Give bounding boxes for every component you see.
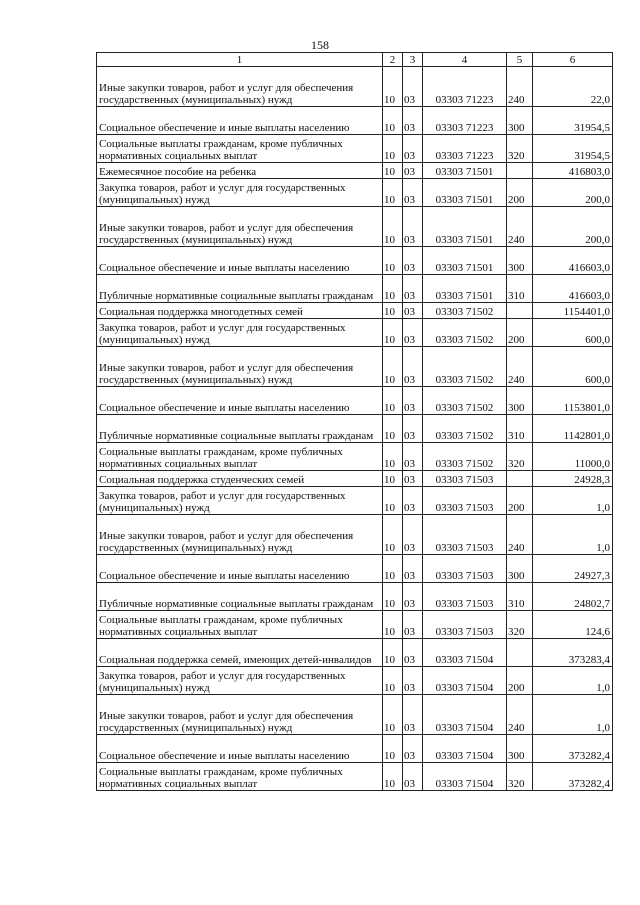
table-row <box>97 387 613 415</box>
subsection-cell: 03 <box>403 735 423 763</box>
header-row <box>97 53 613 67</box>
amount-cell: 31954,5 <box>533 107 613 135</box>
subsection-cell: 03 <box>403 179 423 207</box>
target-article-cell: 03303 71502 <box>423 387 507 415</box>
section-cell: 10 <box>383 415 403 443</box>
amount-cell: 600,0 <box>533 319 613 347</box>
target-article-cell: 03303 71502 <box>423 347 507 387</box>
amount-cell: 24802,7 <box>533 583 613 611</box>
table-row <box>97 347 613 387</box>
target-article-cell: 03303 71503 <box>423 487 507 515</box>
subsection-cell: 03 <box>403 275 423 303</box>
subsection-cell: 03 <box>403 247 423 275</box>
section-cell: 10 <box>383 179 403 207</box>
section-cell: 10 <box>383 207 403 247</box>
target-article-cell: 03303 71503 <box>423 515 507 555</box>
row-name-cell: Социальное обеспечение и иные выплаты населению <box>97 735 383 763</box>
section-cell: 10 <box>383 319 403 347</box>
target-article-cell: 03303 71223 <box>423 135 507 163</box>
amount-cell: 1,0 <box>533 515 613 555</box>
row-name-cell: Социальная поддержка многодетных семей <box>97 303 383 319</box>
amount-cell: 373282,4 <box>533 735 613 763</box>
subsection-cell: 03 <box>403 415 423 443</box>
row-name-cell: Иные закупки товаров, работ и услуг для обеспечения государственных (муниципальных) нужд <box>97 515 383 555</box>
row-name-cell: Иные закупки товаров, работ и услуг для обеспечения государственных (муниципальных) нужд <box>97 347 383 387</box>
amount-cell: 124,6 <box>533 611 613 639</box>
section-cell: 10 <box>383 487 403 515</box>
amount-cell: 11000,0 <box>533 443 613 471</box>
row-name-cell: Публичные нормативные социальные выплаты гражданам <box>97 275 383 303</box>
expense-type-cell: 320 <box>507 443 533 471</box>
amount-cell: 1154401,0 <box>533 303 613 319</box>
amount-cell: 1,0 <box>533 695 613 735</box>
subsection-cell: 03 <box>403 611 423 639</box>
row-name-cell: Иные закупки товаров, работ и услуг для обеспечения государственных (муниципальных) нужд <box>97 695 383 735</box>
target-article-cell: 03303 71504 <box>423 735 507 763</box>
row-name-cell: Социальное обеспечение и иные выплаты населению <box>97 555 383 583</box>
target-article-cell: 03303 71502 <box>423 415 507 443</box>
expense-type-cell: 310 <box>507 275 533 303</box>
row-name-cell: Ежемесячное пособие на ребенка <box>97 163 383 179</box>
expense-type-cell: 320 <box>507 763 533 791</box>
expense-type-cell <box>507 639 533 667</box>
amount-cell: 416603,0 <box>533 275 613 303</box>
row-name-cell: Закупка товаров, работ и услуг для государственных (муниципальных) нужд <box>97 667 383 695</box>
section-cell: 10 <box>383 163 403 179</box>
table-row <box>97 583 613 611</box>
amount-cell: 600,0 <box>533 347 613 387</box>
expense-type-cell: 240 <box>507 347 533 387</box>
target-article-cell: 03303 71502 <box>423 319 507 347</box>
subsection-cell: 03 <box>403 67 423 107</box>
target-article-cell: 03303 71501 <box>423 163 507 179</box>
target-article-cell: 03303 71504 <box>423 695 507 735</box>
subsection-cell: 03 <box>403 695 423 735</box>
target-article-cell: 03303 71503 <box>423 555 507 583</box>
expense-type-cell: 310 <box>507 583 533 611</box>
table-row <box>97 443 613 471</box>
amount-cell: 31954,5 <box>533 135 613 163</box>
section-cell: 10 <box>383 347 403 387</box>
subsection-cell: 03 <box>403 667 423 695</box>
target-article-cell: 03303 71504 <box>423 763 507 791</box>
table-row <box>97 763 613 791</box>
expense-type-cell: 300 <box>507 555 533 583</box>
amount-cell: 200,0 <box>533 179 613 207</box>
subsection-cell: 03 <box>403 471 423 487</box>
row-name-cell: Социальное обеспечение и иные выплаты населению <box>97 247 383 275</box>
subsection-cell: 03 <box>403 347 423 387</box>
amount-cell: 24927,3 <box>533 555 613 583</box>
header-cell: 6 <box>533 53 613 67</box>
table-row <box>97 275 613 303</box>
page-number: 158 <box>311 38 329 52</box>
table-row <box>97 415 613 443</box>
subsection-cell: 03 <box>403 107 423 135</box>
expense-type-cell: 240 <box>507 207 533 247</box>
target-article-cell: 03303 71502 <box>423 443 507 471</box>
target-article-cell: 03303 71501 <box>423 275 507 303</box>
expense-type-cell: 200 <box>507 179 533 207</box>
subsection-cell: 03 <box>403 763 423 791</box>
section-cell: 10 <box>383 303 403 319</box>
target-article-cell: 03303 71501 <box>423 207 507 247</box>
target-article-cell: 03303 71504 <box>423 639 507 667</box>
subsection-cell: 03 <box>403 319 423 347</box>
section-cell: 10 <box>383 135 403 163</box>
expense-type-cell <box>507 471 533 487</box>
amount-cell: 1,0 <box>533 667 613 695</box>
section-cell: 10 <box>383 583 403 611</box>
header-cell: 1 <box>97 53 383 67</box>
amount-cell: 373282,4 <box>533 763 613 791</box>
table-row <box>97 487 613 515</box>
expense-type-cell: 310 <box>507 415 533 443</box>
subsection-cell: 03 <box>403 487 423 515</box>
table-row <box>97 247 613 275</box>
section-cell: 10 <box>383 611 403 639</box>
table-row <box>97 735 613 763</box>
table-row <box>97 695 613 735</box>
subsection-cell: 03 <box>403 515 423 555</box>
table-row <box>97 639 613 667</box>
target-article-cell: 03303 71223 <box>423 107 507 135</box>
target-article-cell: 03303 71223 <box>423 67 507 107</box>
expense-type-cell <box>507 303 533 319</box>
row-name-cell: Социальное обеспечение и иные выплаты населению <box>97 107 383 135</box>
target-article-cell: 03303 71504 <box>423 667 507 695</box>
table-row <box>97 611 613 639</box>
target-article-cell: 03303 71503 <box>423 471 507 487</box>
expense-type-cell: 200 <box>507 487 533 515</box>
section-cell: 10 <box>383 275 403 303</box>
expense-type-cell: 200 <box>507 667 533 695</box>
table-body <box>97 67 613 791</box>
target-article-cell: 03303 71502 <box>423 303 507 319</box>
row-name-cell: Публичные нормативные социальные выплаты гражданам <box>97 583 383 611</box>
subsection-cell: 03 <box>403 135 423 163</box>
table-row <box>97 163 613 179</box>
amount-cell: 373283,4 <box>533 639 613 667</box>
section-cell: 10 <box>383 667 403 695</box>
section-cell: 10 <box>383 247 403 275</box>
amount-cell: 22,0 <box>533 67 613 107</box>
target-article-cell: 03303 71501 <box>423 247 507 275</box>
table-row <box>97 303 613 319</box>
expense-type-cell: 300 <box>507 387 533 415</box>
table-row <box>97 107 613 135</box>
header-cell: 2 <box>383 53 403 67</box>
row-name-cell: Иные закупки товаров, работ и услуг для обеспечения государственных (муниципальных) нужд <box>97 67 383 107</box>
amount-cell: 416803,0 <box>533 163 613 179</box>
table-row <box>97 667 613 695</box>
subsection-cell: 03 <box>403 583 423 611</box>
section-cell: 10 <box>383 443 403 471</box>
subsection-cell: 03 <box>403 555 423 583</box>
row-name-cell: Иные закупки товаров, работ и услуг для обеспечения государственных (муниципальных) нужд <box>97 207 383 247</box>
row-name-cell: Закупка товаров, работ и услуг для государственных (муниципальных) нужд <box>97 487 383 515</box>
section-cell: 10 <box>383 387 403 415</box>
amount-cell: 1,0 <box>533 487 613 515</box>
table-row <box>97 135 613 163</box>
amount-cell: 200,0 <box>533 207 613 247</box>
section-cell: 10 <box>383 639 403 667</box>
amount-cell: 24928,3 <box>533 471 613 487</box>
row-name-cell: Публичные нормативные социальные выплаты гражданам <box>97 415 383 443</box>
expense-type-cell: 300 <box>507 247 533 275</box>
subsection-cell: 03 <box>403 163 423 179</box>
table-row <box>97 207 613 247</box>
section-cell: 10 <box>383 555 403 583</box>
expense-type-cell: 320 <box>507 611 533 639</box>
expense-type-cell: 320 <box>507 135 533 163</box>
header-cell: 4 <box>423 53 507 67</box>
expense-type-cell: 240 <box>507 515 533 555</box>
row-name-cell: Социальные выплаты гражданам, кроме публичных нормативных социальных выплат <box>97 135 383 163</box>
table-row <box>97 179 613 207</box>
row-name-cell: Социальные выплаты гражданам, кроме публичных нормативных социальных выплат <box>97 443 383 471</box>
expense-type-cell: 300 <box>507 735 533 763</box>
row-name-cell: Социальные выплаты гражданам, кроме публичных нормативных социальных выплат <box>97 611 383 639</box>
row-name-cell: Закупка товаров, работ и услуг для государственных (муниципальных) нужд <box>97 319 383 347</box>
subsection-cell: 03 <box>403 387 423 415</box>
amount-cell: 1142801,0 <box>533 415 613 443</box>
section-cell: 10 <box>383 515 403 555</box>
row-name-cell: Социальное обеспечение и иные выплаты населению <box>97 387 383 415</box>
row-name-cell: Социальные выплаты гражданам, кроме публичных нормативных социальных выплат <box>97 763 383 791</box>
row-name-cell: Социальная поддержка студенческих семей <box>97 471 383 487</box>
header-cell: 3 <box>403 53 423 67</box>
expense-type-cell: 240 <box>507 695 533 735</box>
subsection-cell: 03 <box>403 207 423 247</box>
row-name-cell: Социальная поддержка семей, имеющих детей-инвалидов <box>97 639 383 667</box>
amount-cell: 1153801,0 <box>533 387 613 415</box>
target-article-cell: 03303 71503 <box>423 611 507 639</box>
expense-type-cell <box>507 163 533 179</box>
expense-type-cell: 240 <box>507 67 533 107</box>
section-cell: 10 <box>383 735 403 763</box>
table-row <box>97 319 613 347</box>
section-cell: 10 <box>383 695 403 735</box>
expense-type-cell: 200 <box>507 319 533 347</box>
target-article-cell: 03303 71503 <box>423 583 507 611</box>
amount-cell: 416603,0 <box>533 247 613 275</box>
subsection-cell: 03 <box>403 443 423 471</box>
table-row <box>97 67 613 107</box>
table-row <box>97 555 613 583</box>
section-cell: 10 <box>383 67 403 107</box>
header-cell: 5 <box>507 53 533 67</box>
table-row <box>97 515 613 555</box>
subsection-cell: 03 <box>403 639 423 667</box>
expense-type-cell: 300 <box>507 107 533 135</box>
section-cell: 10 <box>383 763 403 791</box>
target-article-cell: 03303 71501 <box>423 179 507 207</box>
table-row <box>97 471 613 487</box>
section-cell: 10 <box>383 107 403 135</box>
subsection-cell: 03 <box>403 303 423 319</box>
budget-table <box>96 52 613 791</box>
row-name-cell: Закупка товаров, работ и услуг для государственных (муниципальных) нужд <box>97 179 383 207</box>
section-cell: 10 <box>383 471 403 487</box>
